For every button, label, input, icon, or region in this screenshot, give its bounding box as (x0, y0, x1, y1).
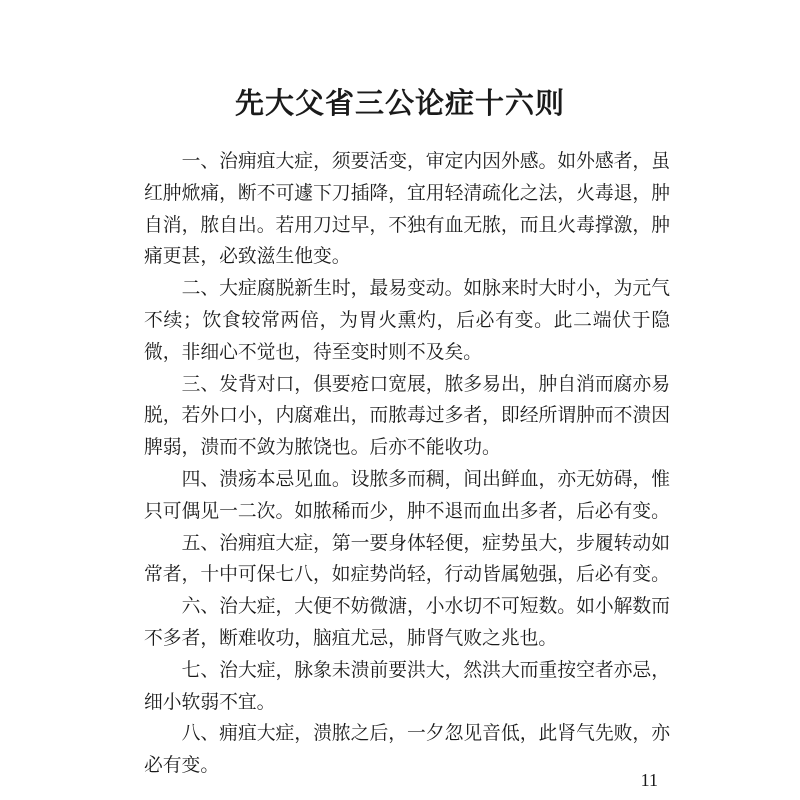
paragraph-1: 一、治痈疽大症，须要活变，审定内因外感。如外感者，虽红肿焮痛，断不可遽下刀插降，宜用轻清疏化之法，火毒退，肿自消，脓自出。若用刀过早，不独有血无脓，而且火毒撑激，肿痛更甚，必致滋生他变。 (144, 151, 670, 268)
paragraph-7: 七、治大症，脉象未溃前要洪大，然洪大而重按空者亦忌，细小软弱不宜。 (144, 659, 670, 713)
body-text (144, 146, 670, 782)
paragraph-3: 三、发背对口，俱要疮口宽展，脓多易出，肿自消而腐亦易脱，若外口小，内腐难出，而脓毒过多者，即经所谓肿而不溃因脾弱，溃而不敛为脓饶也。后亦不能收功。 (144, 373, 670, 459)
paragraph-6: 六、治大症，大便不妨微溏，小水切不可短数。如小解数而不多者，断难收功，脑疽尤忌，肺肾气败之兆也。 (144, 596, 670, 649)
page-number: 11 (640, 770, 658, 790)
paragraph-8: 八、痈疽大症，溃脓之后，一夕忽见音低，此肾气先败，亦必有变。 (144, 723, 670, 777)
paragraph-2: 二、大症腐脱新生时，最易变动。如脉来时大时小，为元气不续；饮食较常两倍，为胃火熏灼，后必有变。此二端伏于隐微，非细心不觉也，待至变时则不及矣。 (144, 278, 670, 363)
page-title: 先大父省三公论症十六则 (234, 86, 565, 120)
paragraph-5: 五、治痈疽大症，第一要身体轻便，症势虽大，步履转动如常者，十中可保七八，如症势尚轻，行动皆属勉强，后必有变。 (144, 532, 670, 586)
paragraph-4: 四、溃疡本忌见血。设脓多而稠，间出鲜血，亦无妨碍，惟只可偶见一二次。如脓稀而少，肿不退而血出多者，后必有变。 (144, 468, 670, 522)
